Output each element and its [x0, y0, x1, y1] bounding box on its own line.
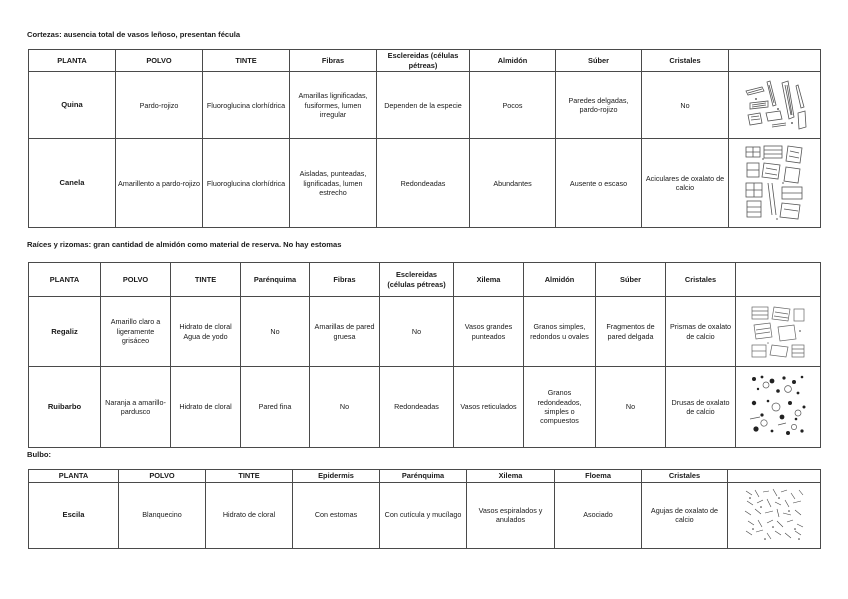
cell-polvo: Blanquecino [119, 482, 206, 548]
header-floema: Floema [555, 470, 642, 483]
header-parenquima: Parénquima [380, 470, 467, 483]
cell-parenquima: Con cutícula y mucílago [380, 482, 467, 548]
cell-suber: Ausente o escaso [556, 139, 642, 228]
cell-tinte: Fluoroglucina clorhídrica [203, 139, 290, 228]
table-header-row [29, 470, 821, 483]
cell-floema: Asociado [555, 482, 642, 548]
cell-polvo: Amarillento a pardo-rojizo [116, 139, 203, 228]
header-cristales: Cristales [666, 263, 736, 297]
header-fibras: Fibras [290, 50, 377, 72]
section-title-bulbo: Bulbo: [27, 450, 52, 459]
cell-almidon: Pocos [470, 72, 556, 139]
cell-image [736, 367, 821, 448]
cell-esclereidas: Redondeadas [380, 367, 454, 448]
cell-tinte: Fluoroglucina clorhídrica [203, 72, 290, 139]
cell-suber: Fragmentos de pared delgada [596, 297, 666, 367]
header-epidermis: Epidermis [293, 470, 380, 483]
cell-xilema: Vasos grandes punteados [454, 297, 524, 367]
cell-planta: Ruibarbo [29, 367, 101, 448]
cell-image [729, 139, 821, 228]
cell-planta: Canela [29, 139, 116, 228]
table-row [29, 482, 821, 548]
cell-parenquima: Pared fina [241, 367, 310, 448]
table-row [29, 72, 821, 139]
cell-esclereidas: No [380, 297, 454, 367]
cell-planta: Regaliz [29, 297, 101, 367]
table-header-row [29, 263, 821, 297]
table-cortezas [28, 49, 821, 228]
cell-tinte: Hidrato de cloral [206, 482, 293, 548]
micrograph-regaliz-image [748, 303, 808, 361]
cell-xilema: Vasos reticulados [454, 367, 524, 448]
cell-almidon: Abundantes [470, 139, 556, 228]
cell-cristales: Agujas de oxalato de calcio [642, 482, 728, 548]
cell-parenquima: No [241, 297, 310, 367]
header-suber: Súber [596, 263, 666, 297]
cell-suber: No [596, 367, 666, 448]
header-esclereidas: Esclereidas (células pétreas) [377, 50, 470, 72]
cell-almidon: Granos redondeados, simples o compuestos [524, 367, 596, 448]
header-almidon: Almidón [524, 263, 596, 297]
header-planta: PLANTA [29, 263, 101, 297]
cell-suber: Paredes delgadas, pardo-rojizo [556, 72, 642, 139]
cell-cristales: Aciculares de oxalato de calcio [642, 139, 729, 228]
table-row [29, 367, 821, 448]
cell-polvo: Pardo-rojizo [116, 72, 203, 139]
header-tinte: TINTE [171, 263, 241, 297]
header-parenquima: Parénquima [241, 263, 310, 297]
cell-tinte: Hidrato de cloral [171, 367, 241, 448]
header-cristales: Cristales [642, 50, 729, 72]
header-planta: PLANTA [29, 50, 116, 72]
header-xilema: Xilema [467, 470, 555, 483]
micrograph-ruibarbo-image [748, 373, 808, 441]
cell-cristales: Prismas de oxalato de calcio [666, 297, 736, 367]
cell-image [736, 297, 821, 367]
micrograph-quina-image [742, 77, 808, 133]
cell-cristales: Drusas de oxalato de calcio [666, 367, 736, 448]
header-esclereidas: Esclereidas (células pétreas) [380, 263, 454, 297]
header-polvo: POLVO [116, 50, 203, 72]
header-image [729, 50, 821, 72]
header-fibras: Fibras [310, 263, 380, 297]
cell-image [729, 72, 821, 139]
table-bulbo [28, 469, 821, 549]
cell-polvo: Amarillo claro a ligeramente grisáceo [101, 297, 171, 367]
header-polvo: POLVO [101, 263, 171, 297]
cell-cristales: No [642, 72, 729, 139]
cell-esclereidas: Dependen de la especie [377, 72, 470, 139]
table-raices [28, 262, 821, 448]
section-title-raices: Raíces y rizomas: gran cantidad de almidón como material de reserva. No hay estomas [27, 240, 342, 249]
header-suber: Súber [556, 50, 642, 72]
cell-fibras: Amarillas de pared gruesa [310, 297, 380, 367]
header-tinte: TINTE [203, 50, 290, 72]
section-title-cortezas: Cortezas: ausencia total de vasos leñoso, presentan fécula [27, 30, 241, 39]
cell-almidon: Granos simples, redondos u ovales [524, 297, 596, 367]
cell-esclereidas: Redondeadas [377, 139, 470, 228]
cell-xilema: Vasos espiralados y anulados [467, 482, 555, 548]
table-row [29, 297, 821, 367]
cell-epidermis: Con estomas [293, 482, 380, 548]
header-xilema: Xilema [454, 263, 524, 297]
cell-fibras: Amarillas lignificadas, fusiformes, lumen irregular [290, 72, 377, 139]
cell-planta: Escila [29, 482, 119, 548]
header-tinte: TINTE [206, 470, 293, 483]
cell-fibras: No [310, 367, 380, 448]
header-cristales: Cristales [642, 470, 728, 483]
table-header-row [29, 50, 821, 72]
table-row [29, 139, 821, 228]
cell-planta: Quina [29, 72, 116, 139]
micrograph-canela-image [742, 143, 808, 223]
cell-polvo: Naranja a amarillo-pardusco [101, 367, 171, 448]
cell-tinte: Hidrato de cloral Agua de yodo [171, 297, 241, 367]
header-image [736, 263, 821, 297]
micrograph-escila-image [743, 487, 805, 543]
header-almidon: Almidón [470, 50, 556, 72]
header-planta: PLANTA [29, 470, 119, 483]
header-image [728, 470, 821, 483]
cell-image [728, 482, 821, 548]
cell-fibras: Aisladas, punteadas, lignificadas, lumen estrecho [290, 139, 377, 228]
header-polvo: POLVO [119, 470, 206, 483]
